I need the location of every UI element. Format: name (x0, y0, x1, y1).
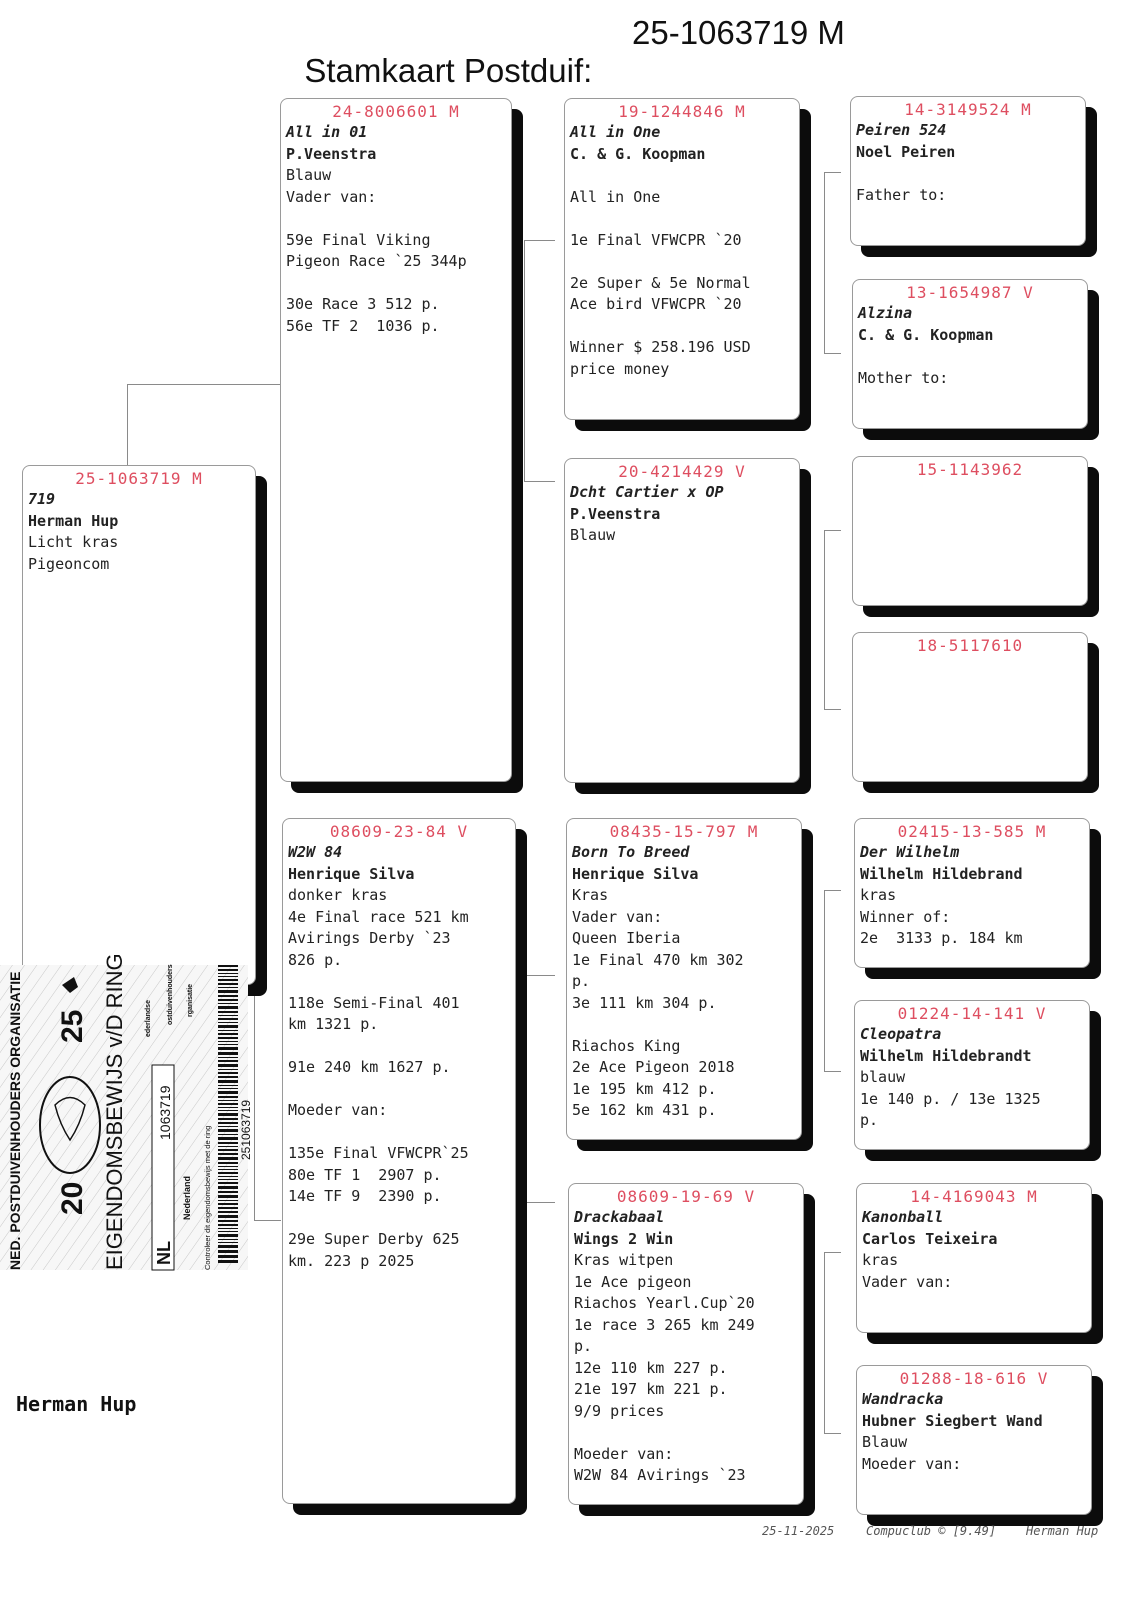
certificate-title-text: EIGENDOMSBEWIJS v/D RING (102, 953, 127, 1270)
pigeon-detail-line: Blauw (862, 1433, 908, 1451)
pigeon-detail-line: Dcht Cartier x OP (570, 483, 724, 501)
pigeon-detail-line: 29e Super Derby 625 (288, 1230, 460, 1248)
pigeon-details (288, 842, 510, 1272)
certificate-year-right: 25 (56, 1009, 89, 1043)
pigeon-card-paternal-grandfather (564, 98, 800, 420)
ring-number: 02415-13-585 M (897, 822, 1047, 841)
pigeon-card-maternal-grandfather (566, 818, 802, 1140)
pigeon-details (572, 842, 796, 1122)
pigeon-detail-line: 56e TF 2 1036 p. (286, 316, 440, 335)
ring-number: 14-4169043 M (910, 1187, 1038, 1206)
pigeon-card-mother (282, 818, 516, 1504)
pigeon-card-paternal-grandmother (564, 458, 800, 783)
certificate-country-name: Nederland (182, 1175, 192, 1220)
connector-father-grandparents (524, 240, 555, 482)
pigeon-detail-line: Noel Peiren (856, 142, 956, 161)
pigeon-detail-line: Riachos King (572, 1036, 681, 1055)
ring-number: 13-1654987 V (906, 283, 1034, 302)
pigeon-detail-line: W2W 84 Avirings `23 (574, 1466, 746, 1484)
pigeon-detail-line (570, 316, 794, 338)
connector-mf-parents (824, 890, 841, 1072)
footer-owner: Herman Hup (1026, 1524, 1099, 1538)
pigeon-card-father (280, 98, 512, 782)
pigeon-detail-line: price money (570, 359, 670, 378)
pigeon-detail-line: Vader van: (572, 907, 663, 926)
ring-number: 01288-18-616 V (899, 1369, 1049, 1388)
ring-number: 08609-19-69 V (616, 1187, 756, 1206)
pigeon-detail-line: Born To Breed (572, 843, 690, 861)
ring-number: 20-4214429 V (618, 462, 746, 481)
pigeon-detail-line: Pigeon Race `25 344p (286, 252, 467, 270)
ring-number: 08435-15-797 M (609, 822, 759, 841)
pigeon-detail-line (570, 165, 794, 187)
pigeon-detail-line: 59e Final Viking (286, 230, 431, 249)
pigeon-detail-line: 135e Final VFWCPR`25 (288, 1144, 469, 1162)
pigeon-detail-line: 1e Final 470 km 302 (572, 950, 744, 969)
pigeon-detail-line: 826 p. (288, 950, 343, 969)
pigeon-detail-line: 21e 197 km 221 p. (574, 1380, 728, 1398)
pigeon-detail-line: All in One (570, 123, 661, 141)
ring-number: 24-8006601 M (332, 102, 460, 121)
pigeon-card-fmf (852, 456, 1088, 606)
pigeon-detail-line (856, 163, 1080, 185)
connector-mm-parents (824, 1252, 841, 1434)
pigeon-detail-line: Queen Iberia (572, 929, 681, 947)
pigeon-detail-line: Moeder van: (574, 1444, 674, 1463)
pigeon-detail-line: 4e Final race 521 km (288, 907, 469, 926)
pigeon-detail-line: Avirings Derby `23 (288, 929, 451, 947)
pigeon-detail-line (574, 1422, 798, 1444)
pigeon-detail-line: P.Veenstra (570, 504, 661, 523)
pigeon-detail-line: 1e Final VFWCPR `20 (570, 230, 742, 249)
pigeon-detail-line: 2e Super & 5e Normal (570, 273, 751, 292)
pigeon-detail-line: Moeder van: (288, 1101, 388, 1119)
connector-subject-parents (127, 384, 283, 465)
pigeon-detail-line: Ace bird VFWCPR `20 (570, 295, 742, 313)
pigeon-detail-line: 1e Ace pigeon (574, 1272, 692, 1291)
pigeon-detail-line (288, 971, 510, 993)
pigeon-detail-line: Herman Hup (28, 511, 119, 530)
pigeon-detail-line: Kras (572, 886, 609, 904)
pigeon-detail-line: 1e 195 km 412 p. (572, 1079, 717, 1098)
pigeon-detail-line: Hubner Siegbert Wand (862, 1411, 1043, 1430)
pigeon-detail-line (288, 1208, 510, 1230)
pigeon-details (862, 1207, 1086, 1293)
pigeon-detail-line: kras (862, 1251, 899, 1269)
pigeon-detail-line: blauw (860, 1068, 906, 1086)
pigeon-detail-line: C. & G. Koopman (570, 144, 706, 163)
pigeon-detail-line: Winner $ 258.196 USD (570, 338, 751, 356)
pigeon-detail-line: 1e 140 p. / 13e 1325 (860, 1089, 1041, 1108)
pigeon-detail-line: Wilhelm Hildebrandt (860, 1046, 1032, 1065)
footer-software: Compuclub © [9.49] (866, 1524, 997, 1538)
pigeon-detail-line: p. (572, 972, 591, 990)
pigeon-detail-line (858, 346, 1082, 368)
ring-number: 25-1063719 M (75, 469, 203, 488)
pigeon-detail-line: Cleopatra (860, 1025, 942, 1043)
pigeon-detail-line: Carlos Teixeira (862, 1229, 998, 1248)
pigeon-detail-line: 12e 110 km 227 p. (574, 1358, 728, 1377)
breeder-name: Herman Hup (16, 1392, 137, 1416)
pigeon-card-ffm (852, 279, 1088, 429)
pigeon-detail-line: Vader van: (286, 187, 377, 206)
pigeon-detail-line: Henrique Silva (288, 864, 415, 883)
pigeon-detail-line: 91e 240 km 1627 p. (288, 1058, 451, 1076)
pigeon-card-fmm (852, 632, 1088, 782)
pigeon-detail-line: p. (860, 1111, 879, 1129)
pigeon-detail-line: Winner of: (860, 907, 951, 926)
pigeon-detail-line: Father to: (856, 185, 947, 204)
pigeon-detail-line: 2e Ace Pigeon 2018 (572, 1058, 735, 1076)
pigeon-detail-line (288, 1036, 510, 1058)
pigeon-details (28, 489, 250, 575)
pigeon-detail-line: 9/9 prices (574, 1401, 665, 1420)
pigeon-detail-line: 2e 3133 p. 184 km (860, 929, 1023, 947)
pigeon-details (862, 1389, 1086, 1475)
pigeon-detail-line: Kanonball (862, 1208, 944, 1226)
pigeon-detail-line: W2W 84 (288, 843, 343, 861)
pigeon-detail-line: Peiren 524 (856, 121, 947, 139)
pigeon-details (858, 303, 1082, 389)
pigeon-detail-line: 3e 111 km 304 p. (572, 993, 717, 1012)
certificate-n-word: ederlandse (145, 1000, 152, 1037)
pigeon-detail-line: km. 223 p 2025 (288, 1251, 415, 1270)
pigeon-card-mfm (854, 1000, 1090, 1150)
pigeon-detail-line: All in 01 (286, 123, 368, 141)
pigeon-card-subject (22, 465, 256, 985)
pigeon-detail-line (572, 1014, 796, 1036)
pigeon-details (570, 122, 794, 380)
pigeon-detail-line: 14e TF 9 2390 p. (288, 1187, 442, 1205)
certificate-year-left: 20 (56, 1181, 89, 1215)
pigeon-detail-line: p. (574, 1337, 593, 1355)
pigeon-detail-line: Pigeoncom (28, 554, 110, 573)
connector-ff-parents (824, 172, 841, 354)
ring-number: 14-3149524 M (904, 100, 1032, 119)
pigeon-detail-line: Mother to: (858, 368, 949, 387)
connector-fm-parents (824, 530, 841, 710)
pigeon-details (570, 482, 794, 547)
pigeon-detail-line: Alzina (858, 304, 913, 322)
ring-number: 08609-23-84 V (329, 822, 469, 841)
pigeon-detail-line (570, 251, 794, 273)
pigeon-detail-line: Wandracka (862, 1390, 944, 1408)
pigeon-detail-line: 118e Semi-Final 401 (288, 993, 460, 1012)
connector-mother-grandparents (524, 975, 555, 1203)
pigeon-detail-line: All in One (570, 187, 661, 206)
pigeon-detail-line: Blauw (570, 526, 616, 544)
ring-number: 01224-14-141 V (897, 1004, 1047, 1023)
pigeon-detail-line: 80e TF 1 2907 p. (288, 1165, 442, 1184)
pigeon-detail-line: donker kras (288, 886, 388, 904)
pigeon-card-mmf (856, 1183, 1092, 1333)
title-ring-number: 25-1063719 M (632, 14, 845, 51)
pigeon-details (860, 1024, 1084, 1132)
footer-date: 25-11-2025 (762, 1524, 835, 1538)
pigeon-detail-line: Henrique Silva (572, 864, 699, 883)
pigeon-card-fff (850, 96, 1086, 246)
pigeon-detail-line: Licht kras (28, 533, 119, 551)
ring-number: 19-1244846 M (618, 102, 746, 121)
title-label: Stamkaart Postduif: (304, 52, 593, 89)
certificate-org-text: NED. POSTDUIVENHOUDERS ORGANISATIE (7, 971, 23, 1270)
pigeon-detail-line (288, 1122, 510, 1144)
pigeon-detail-line: Riachos Yearl.Cup`20 (574, 1294, 755, 1312)
ring-ownership-certificate (0, 953, 253, 1270)
ring-number: 15-1143962 (916, 460, 1024, 479)
certificate-graphic (0, 953, 253, 1270)
certificate-country: NL (154, 1241, 174, 1265)
pigeon-detail-line: kras (860, 886, 897, 904)
certificate-p-word: ostduivenhouders (167, 964, 174, 1025)
pigeon-detail-line: Moeder van: (862, 1454, 962, 1473)
pigeon-detail-line: C. & G. Koopman (858, 325, 994, 344)
certificate-o-word: rganisatie (187, 983, 194, 1017)
pigeon-detail-line (570, 208, 794, 230)
pigeon-detail-line: km 1321 p. (288, 1015, 379, 1033)
pigeon-details (286, 122, 506, 337)
pigeon-details (860, 842, 1084, 950)
ring-number: 18-5117610 (916, 636, 1024, 655)
pigeon-detail-line: 1e race 3 265 km 249 (574, 1315, 755, 1334)
pigeon-card-mmm (856, 1365, 1092, 1515)
pigeon-detail-line (286, 208, 506, 230)
pigeon-detail-line: Drackabaal (574, 1208, 665, 1226)
pigeon-detail-line: Kras witpen (574, 1251, 674, 1269)
pigeon-detail-line (288, 1079, 510, 1101)
pigeon-detail-line: 719 (28, 490, 56, 508)
pigeon-detail-line: Wilhelm Hildebrand (860, 864, 1023, 883)
pigeon-detail-line: 30e Race 3 512 p. (286, 295, 440, 313)
certificate-control-text: Controleer dit eigendomsbewijs met de ring (203, 1125, 212, 1270)
pigeon-card-mff (854, 818, 1090, 968)
certificate-barcode-number: 251063719 (239, 1099, 253, 1160)
pigeon-detail-line: P.Veenstra (286, 144, 377, 163)
pigeon-detail-line (286, 273, 506, 295)
pigeon-card-maternal-grandmother (568, 1183, 804, 1505)
pigeon-detail-line: Vader van: (862, 1272, 953, 1291)
connector-subject-mother (254, 520, 281, 1221)
pigeon-detail-line: Blauw (286, 166, 332, 184)
pigeon-detail-line: Wings 2 Win (574, 1229, 674, 1248)
pigeon-detail-line: Der Wilhelm (860, 843, 960, 861)
pigeon-details (574, 1207, 798, 1487)
pigeon-details (856, 120, 1080, 206)
pigeon-detail-line: 5e 162 km 431 p. (572, 1101, 717, 1119)
certificate-ring-number: 1063719 (157, 1085, 173, 1140)
